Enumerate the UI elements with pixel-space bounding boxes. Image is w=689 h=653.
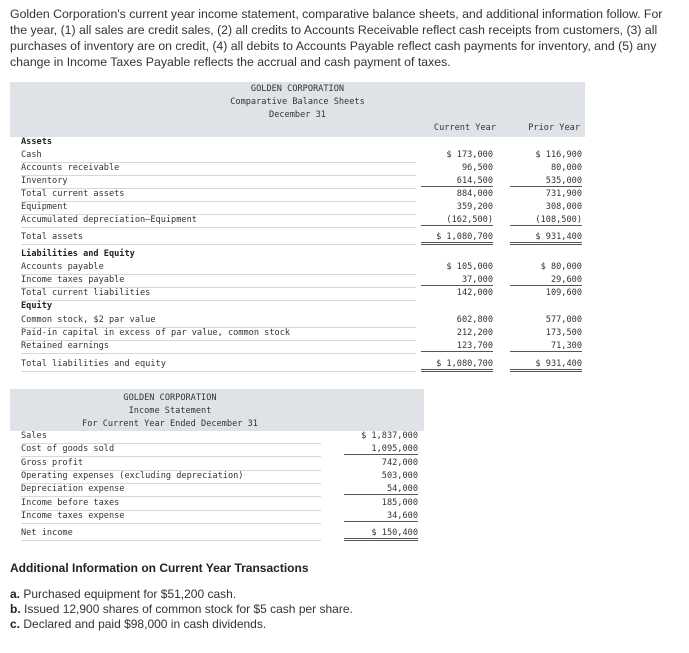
row-label: Cost of goods sold xyxy=(21,444,115,454)
income-statement-table xyxy=(10,389,424,544)
prior-year-value: $ 931,400 xyxy=(502,359,582,372)
row-label: Accounts payable xyxy=(21,262,104,272)
current-year-value: 602,800 xyxy=(456,315,493,325)
current-year-value: 614,500 xyxy=(413,176,493,187)
balance-sheet-date: December 31 xyxy=(269,110,326,120)
prior-year-value: 308,000 xyxy=(545,202,582,212)
current-year-value xyxy=(413,137,493,147)
row-label: Gross profit xyxy=(21,458,84,468)
row-label: Total liabilities and equity xyxy=(21,359,166,369)
balance-sheet-company: GOLDEN CORPORATION xyxy=(250,84,345,94)
row-value: 185,000 xyxy=(381,498,418,508)
prior-year-value: 577,000 xyxy=(545,315,582,325)
additional-info-title: Additional Information on Current Year Transactions xyxy=(10,561,309,575)
row-label: Accounts receivable xyxy=(21,163,120,173)
row-label: Liabilities and Equity xyxy=(21,249,135,259)
row-label: Accumulated depreciation—Equipment xyxy=(21,215,197,225)
current-year-value: (162,500) xyxy=(413,215,493,226)
current-year-value: 123,700 xyxy=(413,341,493,352)
row-label: Depreciation expense xyxy=(21,484,125,494)
row-divider xyxy=(21,353,416,354)
prior-year-value: 731,900 xyxy=(545,189,582,199)
row-label: Income taxes payable xyxy=(21,275,125,285)
row-value: 742,000 xyxy=(381,458,418,468)
row-label: Equipment xyxy=(21,202,68,212)
row-label: Net income xyxy=(21,528,73,538)
current-year-value: $ 105,000 xyxy=(446,262,493,272)
row-label: Total current assets xyxy=(21,189,125,199)
prior-year-value: $ 931,400 xyxy=(502,232,582,245)
row-value: 34,600 xyxy=(338,511,418,522)
prior-year-value xyxy=(502,249,582,259)
row-label: Income before taxes xyxy=(21,498,120,508)
current-year-value xyxy=(413,301,493,311)
row-divider xyxy=(21,496,321,497)
income-statement-title: Income Statement xyxy=(128,406,212,416)
item-letter: c. xyxy=(10,617,21,631)
current-year-value: $ 1,080,700 xyxy=(413,359,493,372)
additional-info-item xyxy=(10,587,236,601)
income-statement-company: GOLDEN CORPORATION xyxy=(123,393,217,403)
income-statement-period: For Current Year Ended December 31 xyxy=(82,419,258,429)
current-year-value: 96,500 xyxy=(461,163,493,173)
prior-year-value: 71,300 xyxy=(502,341,582,352)
row-label: Total assets xyxy=(21,232,84,242)
prior-year-value xyxy=(502,301,582,311)
row-label: Operating expenses (excluding depreciation) xyxy=(21,471,244,481)
item-text: Declared and paid $98,000 in cash dividends. xyxy=(20,617,267,631)
row-value: 1,095,000 xyxy=(338,444,418,455)
row-divider xyxy=(21,371,416,372)
balance-sheet-title: Comparative Balance Sheets xyxy=(230,97,365,107)
row-value: 54,000 xyxy=(338,484,418,495)
current-year-value: 142,000 xyxy=(456,288,493,298)
row-divider xyxy=(21,244,416,245)
prior-year-value xyxy=(502,137,582,147)
prior-year-value: 535,000 xyxy=(502,176,582,187)
additional-info-item xyxy=(10,617,266,631)
row-label: Sales xyxy=(21,431,47,441)
row-label: Income taxes expense xyxy=(21,511,125,521)
row-label: Common stock, $2 par value xyxy=(21,315,156,325)
row-value: 503,000 xyxy=(381,471,418,481)
row-divider xyxy=(21,456,321,457)
current-year-value: 359,200 xyxy=(456,202,493,212)
current-year-value: 884,000 xyxy=(456,189,493,199)
row-label: Total current liabilities xyxy=(21,288,151,298)
row-divider xyxy=(21,227,416,228)
prior-year-value: $ 80,000 xyxy=(540,262,582,272)
row-label: Equity xyxy=(21,301,53,311)
current-year-value: 212,200 xyxy=(456,328,493,338)
current-year-value: $ 173,000 xyxy=(446,150,493,160)
row-value: $ 150,400 xyxy=(338,528,418,541)
balance-sheet-table xyxy=(10,82,585,377)
balance-sheet-row xyxy=(10,301,585,314)
balance-sheet-row xyxy=(10,137,585,150)
current-year-value xyxy=(413,249,493,259)
prior-year-value: 29,600 xyxy=(502,275,582,286)
row-divider xyxy=(21,523,321,524)
item-letter: b. xyxy=(10,602,21,616)
column-current-year: Current Year xyxy=(433,123,496,133)
item-text: Purchased equipment for $51,200 cash. xyxy=(20,587,237,601)
row-label: Cash xyxy=(21,150,42,160)
row-divider xyxy=(21,540,321,541)
row-label: Paid-in capital in excess of par value, common stock xyxy=(21,328,291,338)
balance-sheet-row xyxy=(10,249,585,262)
prior-year-value: 80,000 xyxy=(550,163,582,173)
row-label: Retained earnings xyxy=(21,341,109,351)
column-prior-year: Prior Year xyxy=(528,123,580,133)
prior-year-value: (108,500) xyxy=(502,215,582,226)
intro-paragraph: Golden Corporation's current year income statement, comparative balance sheets, and additional information follow. For the year, (1) all sales are credit sales, (2) all credits to Accounts Receivable reflect cash receipts from customers, (3) all purchases of inventory are on credit, (4) all debits to Accounts Payable reflect cash payments for inventory, and (5) any change in Income Taxes Payable reflects the accrual and cash payment of taxes. xyxy=(10,7,663,69)
prior-year-value: 173,500 xyxy=(545,328,582,338)
current-year-value: 37,000 xyxy=(413,275,493,286)
item-text: Issued 12,900 shares of common stock for $5 cash per share. xyxy=(20,602,353,616)
prior-year-value: 109,600 xyxy=(545,288,582,298)
item-letter: a. xyxy=(10,587,21,601)
prior-year-value: $ 116,900 xyxy=(535,150,582,160)
row-label: Inventory xyxy=(21,176,68,186)
row-value: $ 1,837,000 xyxy=(361,431,418,441)
row-label: Assets xyxy=(21,137,53,147)
additional-info-item xyxy=(10,602,353,616)
current-year-value: $ 1,080,700 xyxy=(413,232,493,245)
